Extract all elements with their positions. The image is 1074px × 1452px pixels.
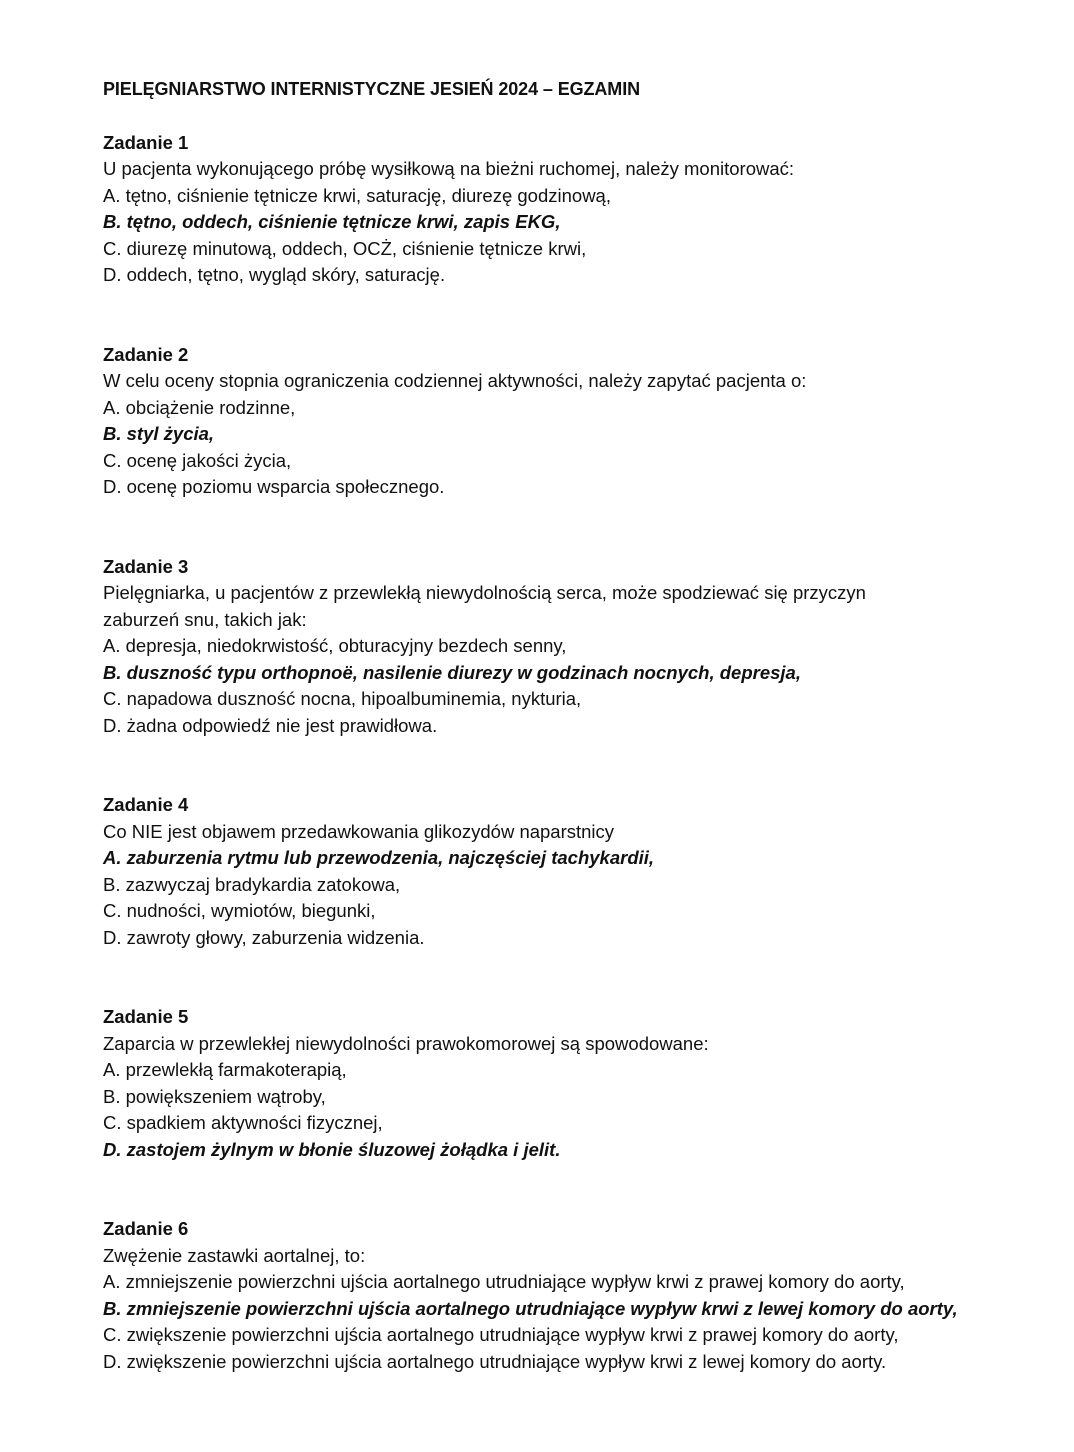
task-1 xyxy=(103,130,1043,289)
task-title: Zadanie 5 xyxy=(103,1006,189,1027)
answer-option: A. obciążenie rodzinne, xyxy=(103,396,296,418)
task-question: Pielęgniarka, u pacjentów z przewlekłą niewydolnością serca, może spodziewać się przyczyn zaburzeń snu, takich jak: xyxy=(103,582,866,630)
task-title: Zadanie 3 xyxy=(103,555,189,577)
task-title: Zadanie 6 xyxy=(103,1218,189,1239)
answer-option: D. ocenę poziomu wsparcia społecznego. xyxy=(103,476,445,497)
task-question: Zaparcia w przewlekłej niewydolności prawokomorowej są spowodowane: xyxy=(103,1032,709,1054)
task-title: Zadanie 1 xyxy=(103,131,189,153)
task-2 xyxy=(103,342,1043,501)
exam-document xyxy=(103,76,1043,1375)
task-title: Zadanie 4 xyxy=(103,794,189,815)
answer-option-correct: D. zastojem żylnym w błonie śluzowej żołądka i jelit. xyxy=(103,1138,561,1160)
answer-option: A. zmniejszenie powierzchni ujścia aortalnego utrudniające wypływ krwi z prawej komory do aorty, xyxy=(103,1271,905,1292)
answer-option-correct: B. zmniejszenie powierzchni ujścia aortalnego utrudniające wypływ krwi z lewej komory do aorty, xyxy=(103,1297,958,1319)
task-5 xyxy=(103,1004,1043,1163)
answer-option: A. tętno, ciśnienie tętnicze krwi, saturację, diurezę godzinową, xyxy=(103,184,611,206)
answer-option: B. powiększeniem wątroby, xyxy=(103,1085,326,1107)
answer-option: D. zawroty głowy, zaburzenia widzenia. xyxy=(103,926,425,948)
answer-option-correct: B. tętno, oddech, ciśnienie tętnicze krwi, zapis EKG, xyxy=(103,211,561,232)
answer-option: C. nudności, wymiotów, biegunki, xyxy=(103,900,376,921)
answer-option: C. spadkiem aktywności fizycznej, xyxy=(103,1112,383,1133)
task-question: Zwężenie zastawki aortalnej, to: xyxy=(103,1244,366,1266)
task-title: Zadanie 2 xyxy=(103,343,189,365)
answer-option-correct: A. zaburzenia rytmu lub przewodzenia, najczęściej tachykardii, xyxy=(103,847,655,868)
answer-option: D. zwiększenie powierzchni ujścia aortalnego utrudniające wypływ krwi z lewej komory do aorty. xyxy=(103,1350,887,1372)
answer-option: D. oddech, tętno, wygląd skóry, saturację. xyxy=(103,264,446,285)
task-4 xyxy=(103,792,1043,951)
answer-option: C. zwiększenie powierzchni ujścia aortalnego utrudniające wypływ krwi z prawej komory do aorty, xyxy=(103,1324,899,1345)
answer-option-correct: B. duszność typu orthopnoë, nasilenie diurezy w godzinach nocnych, depresja, xyxy=(103,661,801,683)
task-question: U pacjenta wykonującego próbę wysiłkową na bieżni ruchomej, należy monitorować: xyxy=(103,158,795,179)
answer-option: D. żadna odpowiedź nie jest prawidłowa. xyxy=(103,714,438,736)
answer-option: A. depresja, niedokrwistość, obturacyjny bezdech senny, xyxy=(103,635,567,656)
answer-option: C. ocenę jakości życia, xyxy=(103,449,292,471)
answer-option: C. napadowa duszność nocna, hipoalbuminemia, nykturia, xyxy=(103,688,582,709)
answer-option-correct: B. styl życia, xyxy=(103,423,215,444)
answer-option: B. zazwyczaj bradykardia zatokowa, xyxy=(103,873,401,895)
task-6 xyxy=(103,1216,1043,1375)
answer-option: A. przewlekłą farmakoterapią, xyxy=(103,1059,347,1080)
answer-option: C. diurezę minutową, oddech, OCŻ, ciśnienie tętnicze krwi, xyxy=(103,237,587,259)
task-question: W celu oceny stopnia ograniczenia codziennej aktywności, należy zapytać pacjenta o: xyxy=(103,370,807,391)
task-3 xyxy=(103,554,1043,740)
document-title: PIELĘGNIARSTWO INTERNISTYCZNE JESIEŃ 2024 – EGZAMIN xyxy=(103,79,640,99)
task-question: Co NIE jest objawem przedawkowania glikozydów naparstnicy xyxy=(103,820,615,842)
